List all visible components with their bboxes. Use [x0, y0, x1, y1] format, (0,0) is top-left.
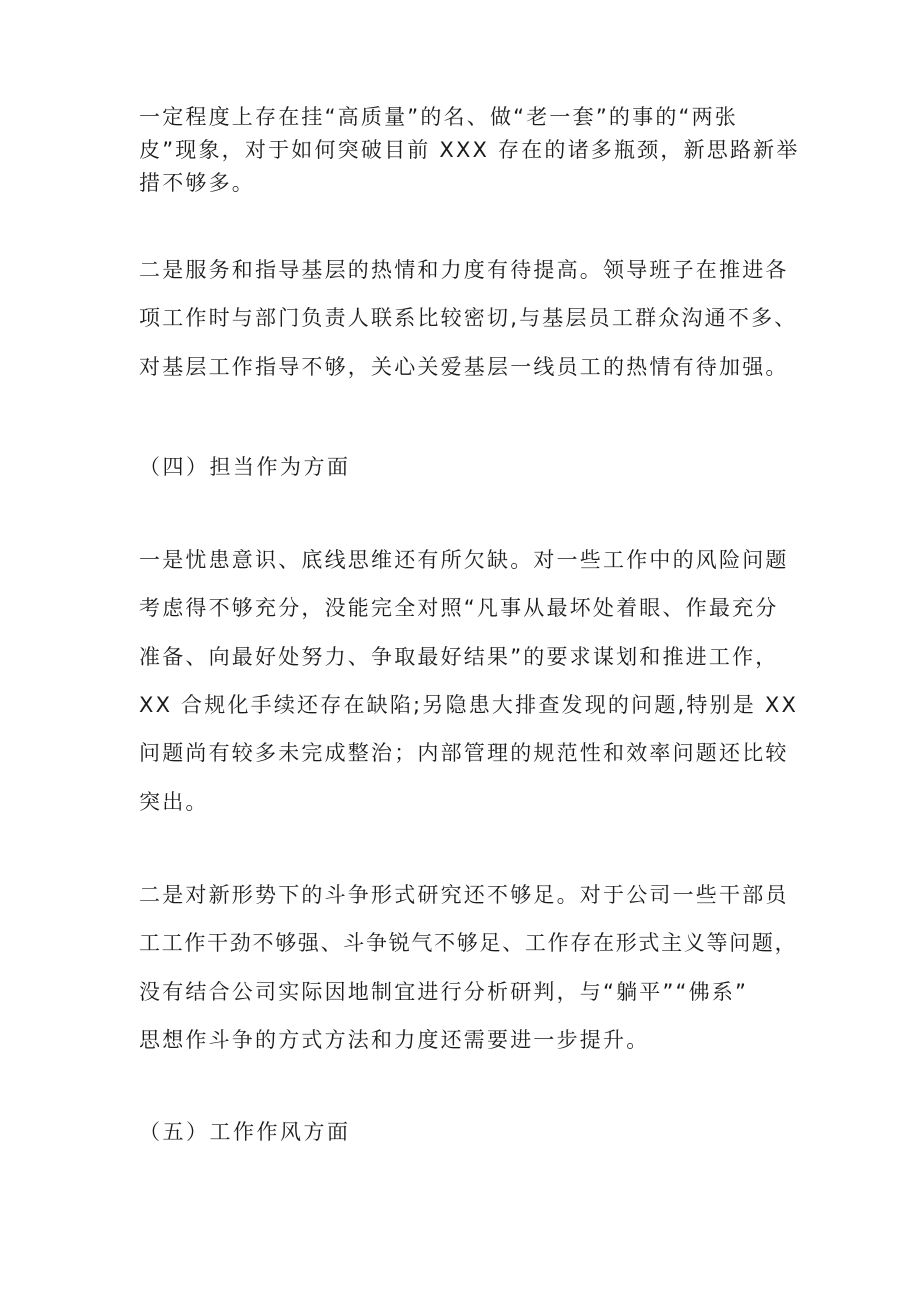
paragraph-4-line-2: 工工作干劲不够强、斗争锐气不够足、工作存在形式主义等问题， — [139, 931, 798, 955]
paragraph-3-line-5: 问题尚有较多未完成整治；内部管理的规范性和效率问题还比较 — [139, 741, 789, 765]
paragraph-3-line-4: XX 合规化手续还存在缺陷;另隐患大排查发现的问题,特别是 XX — [139, 693, 799, 717]
paragraph-4-line-1: 二是对新形势下的斗争形式研究还不够足。对于公司一些干部员 — [139, 883, 789, 907]
paragraph-3-line-3: 准备、向最好处努力、争取最好结果”的要求谋划和推进工作， — [139, 645, 779, 669]
paragraph-4-line-4: 思想作斗争的方式方法和力度还需要进一步提升。 — [139, 1028, 650, 1052]
paragraph-2-line-1: 二是服务和指导基层的热情和力度有待提高。领导班子在推进各 — [139, 258, 789, 282]
paragraph-4-line-3: 没有结合公司实际因地制宜进行分析研判，与“躺平”“佛系” — [139, 980, 749, 1004]
section-heading-4: （四）担当作为方面 — [139, 455, 351, 479]
paragraph-2-line-2: 项工作时与部门负责人联系比较密切,与基层员工群众沟通不多、 — [139, 306, 798, 330]
paragraph-3-line-1: 一是忧患意识、底线思维还有所欠缺。对一些工作中的风险问题 — [139, 548, 789, 572]
paragraph-3-line-2: 考虑得不够充分，没能完全对照“凡事从最坏处着眼、作最充分 — [139, 596, 779, 620]
paragraph-1-line-1: 一定程度上存在挂“高质量”的名、做“老一套”的事的“两张 — [139, 105, 738, 129]
paragraph-1-line-2: 皮”现象，对于如何突破目前 XXX 存在的诸多瓶颈，新思路新举 — [139, 138, 800, 162]
paragraph-2-line-3: 对基层工作指导不够，关心关爱基层一线员工的热情有待加强。 — [139, 355, 789, 379]
section-heading-5: （五）工作作风方面 — [139, 1120, 351, 1144]
paragraph-1-line-3: 措不够多。 — [139, 171, 255, 195]
paragraph-3-line-6: 突出。 — [139, 790, 209, 814]
